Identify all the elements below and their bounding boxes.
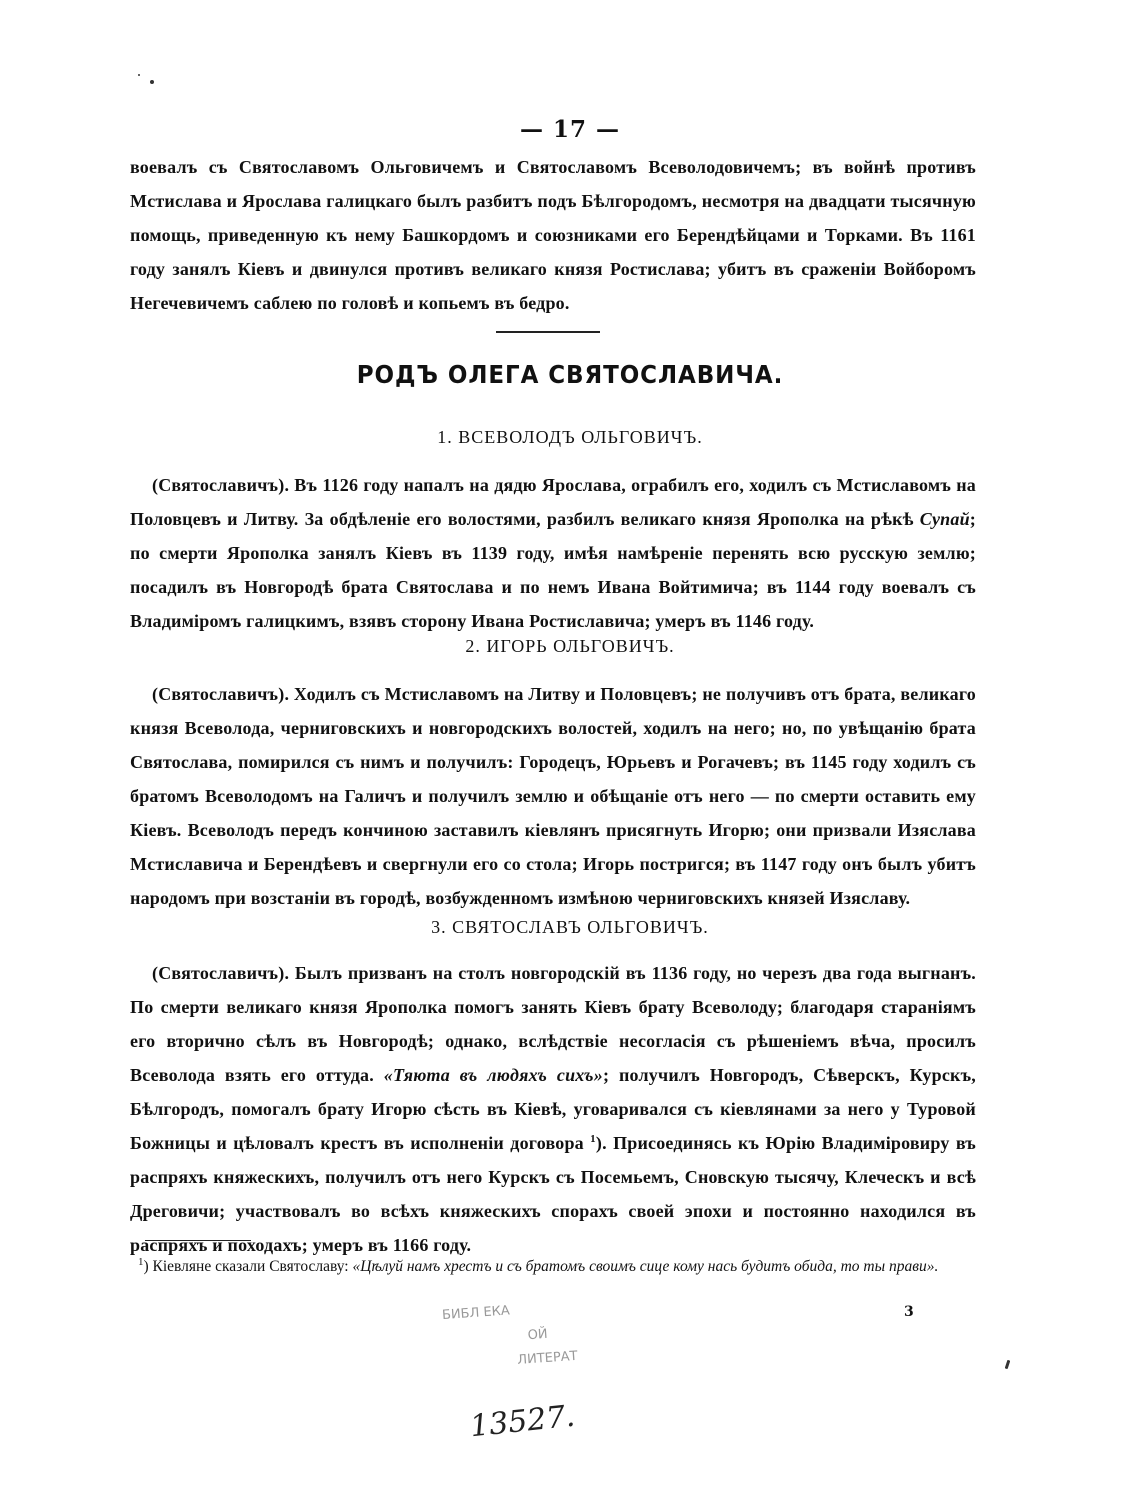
section-divider	[496, 331, 600, 333]
entry-text: ; получилъ Новгородъ, Сѣверскъ, Курскъ, Бѣлгородъ, помогалъ брату Игорю сѣсть въ Кіевѣ, уговаривался съ кіевлянами за него у Туровой Божницы и цѣловалъ крестъ въ исполненіи договора	[130, 1065, 976, 1153]
footnote-marker: 1	[138, 1255, 144, 1268]
entry-text: (Святославичъ). Въ 1126 году напалъ на дядю Ярослава, ограбилъ его, ходилъ съ Мстиславомъ на Половцевъ и Литву. За обдѣленіе его волостями, разбилъ великаго князя Ярополка на рѣкѣ	[130, 475, 976, 529]
stamp-line: ОЙ	[527, 1326, 549, 1344]
inventory-number: 13527.	[468, 1398, 577, 1445]
page-number: — 17 —	[519, 116, 621, 143]
footnote-text: ) Кіевляне сказали Святославу:	[143, 1258, 353, 1275]
footnote-quote: «Цѣлуй намъ хрестъ и съ братомъ своимъ сице кому нась будитъ обида, то ты прави».	[352, 1258, 939, 1275]
signature-mark: 3	[904, 1304, 914, 1320]
entry-text-italic: «Тяюта въ людяхъ сихъ»	[383, 1065, 603, 1085]
entry-heading: 2. ИГОРЬ ОЛЬГОВИЧЪ.	[465, 636, 675, 656]
entry-text: ). Присоединясь къ Юрію Владиміровиру въ распряхъ княжескихъ, получилъ отъ него Курскъ съ Посемьемъ, Сновскую тысячу, Клеческъ и всѣ Дреговичи; участвовалъ во всѣхъ княжескихъ спорахъ своей эпохи и постоянно находился въ распряхъ и походахъ; умеръ въ 1166 году.	[130, 1133, 976, 1255]
entry-heading: 1. ВСЕВОЛОДЪ ОЛЬГОВИЧЪ.	[437, 427, 703, 447]
stamp-line: ЛИТЕРАТ	[516, 1348, 579, 1368]
entry-paragraph	[130, 956, 976, 1262]
section-title: РОДЪ ОЛЕГА СВЯТОСЛАВИЧА.	[356, 360, 784, 389]
entry-heading: 3. СВЯТОСЛАВЪ ОЛЬГОВИЧЪ.	[431, 917, 709, 937]
library-stamp	[433, 1293, 628, 1386]
footnote-divider	[145, 1240, 251, 1241]
entry-text: (Святославичъ). Былъ призванъ на столъ новгородскій въ 1136 году, но черезъ два года выгнанъ. По смерти великаго князя Ярополка помогъ занять Кіевъ брату Всеволоду; благодаря стараніямъ его вторично сѣлъ въ Новгородѣ; однако, вслѣдствіе несогласія съ рѣшеніемъ вѣча, просилъ Всеволода взять его оттуда.	[130, 963, 976, 1085]
entry-text: ; по смерти Ярополка занялъ Кіевъ въ 1139 году, имѣя намѣреніе перенять всю русскую землю; посадилъ въ Новгородѣ брата Святослава и по немъ Ивана Войтимича; въ 1144 году воевалъ съ Владиміромъ галицкимъ, взявъ сторону Ивана Ростиславича; умеръ въ 1146 году.	[130, 509, 976, 631]
footnote-reference[interactable]: 1	[590, 1133, 596, 1145]
intro-paragraph: воевалъ съ Святославомъ Ольговичемъ и Святославомъ Всеволодовичемъ; въ войнѣ противъ Мстислава и Ярослава галицкаго былъ разбитъ подъ Бѣлгородомъ, несмотря на двадцати тысячную помощь, приведенную къ нему Башкордомъ и союзниками его Берендѣйцами и Торками. Въ 1161 году занялъ Кіевъ и двинулся противъ великаго князя Ростислава; убитъ въ сраженіи Войборомъ Негечевичемъ саблею по головѣ и копьемъ въ бедро.	[130, 157, 976, 313]
scan-speck	[138, 74, 140, 76]
entry-paragraph	[130, 468, 976, 638]
entry-paragraph: (Святославичъ). Ходилъ съ Мстиславомъ на Литву и Половцевъ; не получивъ отъ брата, великаго князя Всеволода, черниговскихъ и новгородскихъ волостей, ходилъ на него; но, по увѣщанію брата Святослава, помирился съ нимъ и получилъ: Городецъ, Юрьевъ и Рогачевъ; въ 1145 году ходилъ съ братомъ Всеволодомъ на Галичъ и получилъ землю и обѣщаніе отъ него — по смерти оставить ему Кіевъ. Всеволодъ передъ кончиною заставилъ кіевлянъ присягнуть Игорю; они призвали Изяслава Мстиславича и Берендѣевъ и свергнули его со стола; Игорь постригся; въ 1147 году онъ былъ убитъ народомъ при возстаніи въ городѣ, возбужденномъ измѣною черниговскихъ князей Изяславу.	[130, 684, 976, 908]
scan-speck	[1005, 1360, 1011, 1369]
entry-text-italic: Супай	[919, 509, 970, 529]
footnote	[138, 1254, 978, 1280]
scan-speck	[150, 80, 154, 84]
stamp-line: БИБЛ ЕКА	[441, 1303, 511, 1324]
